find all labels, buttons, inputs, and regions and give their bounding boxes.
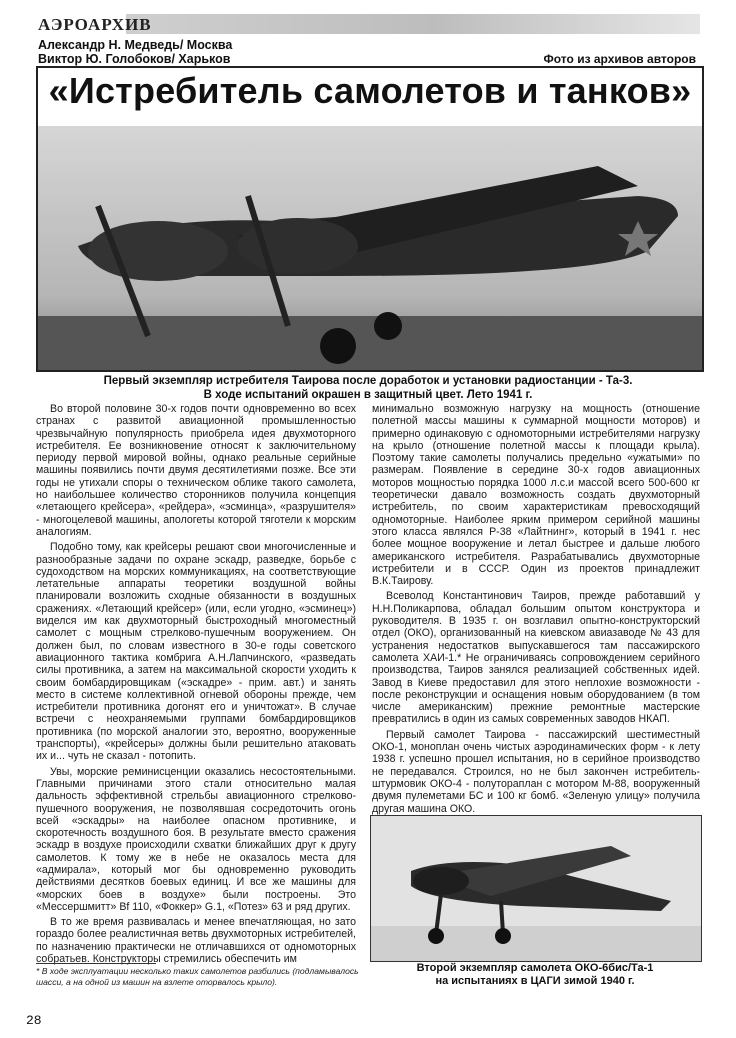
text-column-left — [36, 403, 356, 968]
article-title: «Истребитель самолетов и танков» — [48, 70, 692, 111]
photo-2-caption-line-1: Второй экземпляр самолета ОКО-6бис/Та-1 — [416, 962, 654, 974]
author-1: Александр Н. Медведь/ Москва — [38, 38, 233, 52]
photo-2-caption — [370, 962, 700, 988]
paragraph: Во второй половине 30-х годов почти одновременно во всех странах с развитой авиационной промышленностью чрезвычайную популярность приобрела идея двухмоторного истребителя. Ее возникновение относят к заключительному периоду первой мировой войны, однако реальные серийные машины появились почти двумя десятилетиями позже. Все эти годы не утихали споры о техническом облике такого самолета, но наибольшее количество сторонников получила концепция «летающего крейсера», «рейдера», «эсминца», «разрушителя» - многоцелевой машины, апологеты которой тяготели к морским аналогиям. — [36, 403, 356, 538]
paragraph: минимально возможную нагрузку на мощность (отношение полетной массы машины к суммарной мощности моторов) и примерно одинаковую с одномоторными истребителями нагрузку на крыло (отношение полетной массы к площади крыла). Поэтому такие самолеты получались предельно «ужатыми» по размерам. Появление в середине 30-х годов авиационных моторов мощностью порядка 1000 л.с.и массой всего 500-600 кг теоретически давало возможность создать двухмоторный истребитель, по своим характеристикам превосходящий одномоторные. Наиболее ярким примером серийной машины этого класса являлся Р-38 «Лайтнинг», который в 1941 г. нес более мощное вооружение и летал быстрее и дальше любого американского истребителя. Разрабатывались двухмоторные истребители и в СССР. Один из проектов принадлежит В.К.Таирову. — [372, 403, 700, 588]
photo-1-caption-line-2: В ходе испытаний окрашен в защитный цвет. Лето 1941 г. — [203, 389, 533, 401]
paragraph: Увы, морские реминисценции оказались несостоятельными. Главными причинами этого стали относительно малая дальность эффективной стрельбы авиационного стрелково-пушечного вооружения, не позволявшая сосредоточить огонь всей «эскадры» на наиболее опасном противнике, и скоротечность воздушного боя. В результате вместо сражения эскадр в воздухе происходили схватки ближайших друг к другу самолетов. К тому же в небе не оказалось места для «адмирала», который мог бы одновременно руководить действиями десятков боевых единиц. И все же машины для «морских боев в воздухе» были построены. Это «Мессершмитт» Bf 110, «Фоккер» G.1, «Потез» 63 и ряд других. — [36, 765, 356, 913]
aircraft-photo-2-image — [371, 816, 701, 961]
paragraph: Всеволод Константинович Таиров, прежде работавший у Н.Н.Поликарпова, обладал большим опытом конструктора и руководителя. В 1935 г. он возглавил опытно-конструкторский отдел (ОКО), организованный на киевском авиазаводе № 43 для устранения недостатков выпускавшегося там пассажирского самолета ХАИ-1.* Не ограничиваясь сопровождением серийного производства, Таиров занялся реализацией собственных идей. Завод в Киеве предоставил для этого неплохие возможности - после реконструкции и оснащения новым оборудованием (в том числе американским) прежние ремонтные мастерские превратились в один из самых современных заводов НКАП. — [372, 590, 700, 726]
photo-2-caption-line-2: на испытаниях в ЦАГИ зимой 1940 г. — [435, 975, 635, 987]
footnote-divider — [36, 963, 156, 964]
text-column-right — [372, 403, 700, 818]
page-number: 28 — [26, 1013, 42, 1028]
paragraph: В то же время развивалась и менее впечатляющая, но зато гораздо более реалистичная ветвь двухмоторных истребителей, по назначению практически не отличавшихся от одномоторных собратьев. Конструкторы стремились обеспечить им — [36, 916, 356, 966]
paragraph: Подобно тому, как крейсеры решают свои многочисленные и разнообразные задачи по охране эскадр, разведке, борьбе с судоходством на морских коммуникациях, на соответствующие летательные аппараты теоретики воздушной войны планировали возложить сходные обязанности в воздушных сражениях. «Летающий крейсер» (или, если угодно, «эсминец») виделся им как двухмоторный быстроходный многоместный самолет с мощным стрелково-пушечным вооружением. Он должен был, по словам известного в 30-е годы советского авиационного тактика комбрига А.Н.Лапчинского, «разведать силы противника, а затем на максимальной скорости уходить к своим бомбардировщикам («эскадре» - прим. авт.) и занять место в системе коллективной огневой обороны прежде, чем истребители противника догонят его и уничтожат». В случае встречи с неохраняемыми группами бомбардировщиков противника (по морской аналогии это, вероятно, вооруженные транспорты), «крейсеры» должны были решительно атаковать их и... чуть не сказал - потопить. — [36, 541, 356, 763]
footnote: * В ходе эксплуатации несколько таких самолетов разбились (подламывалось шасси, а на одной из машин на взлете оторвалось крыло). — [36, 966, 359, 987]
paragraph: Первый самолет Таирова - пассажирский шестиместный ОКО-1, моноплан очень чистых аэродинамических форм - к лету 1938 г. успешно прошел испытания, но в серийное производство не передавался. Строился, но не был закончен истребитель-штурмовик ОКО-4 - полутораплан с мотором М-88, вооруженный двумя пулеметами БС и 100 кг бомб. «Зеленую улицу» получила другая машина ОКО. — [372, 728, 700, 815]
title-photo-box — [36, 66, 704, 372]
author-2: Виктор Ю. Голобоков/ Харьков — [38, 52, 231, 66]
section-title: АЭРОАРХИВ — [38, 15, 152, 34]
photo-credit: Фото из архивов авторов — [543, 52, 696, 66]
photo-1-caption-line-1: Первый экземпляр истребителя Таирова после доработок и установки радиостанции - Та-3. — [103, 375, 633, 387]
aircraft-photo-1 — [38, 126, 702, 370]
aircraft-photo-2 — [370, 815, 702, 962]
